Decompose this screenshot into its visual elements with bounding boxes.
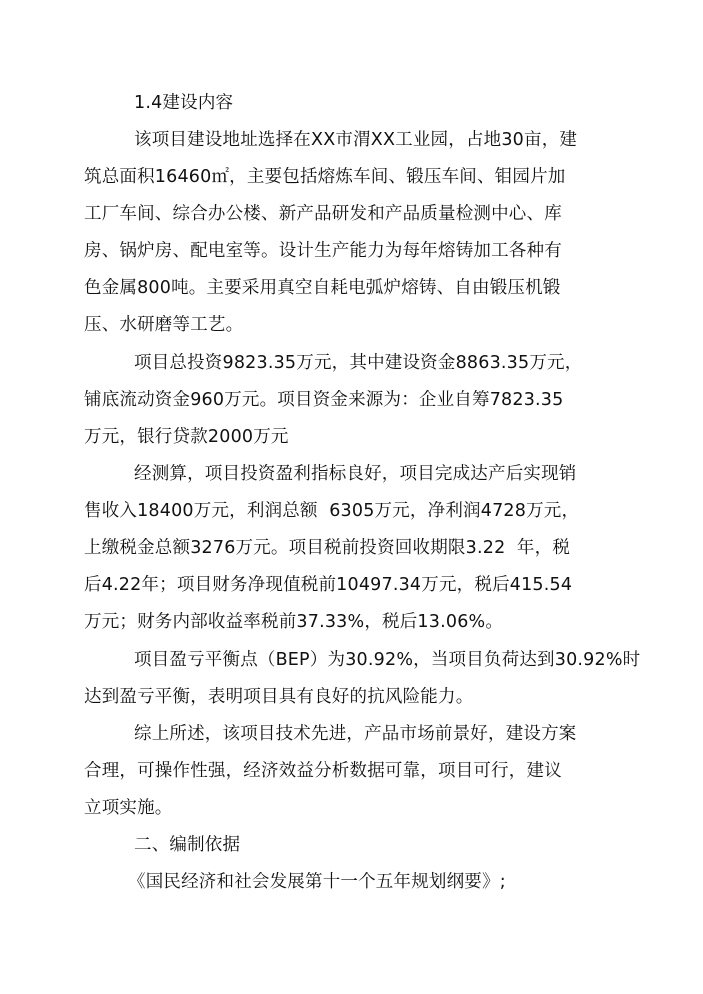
paragraph-financial-line-4: 后4.22年；项目财务净现值税前10497.34万元，税后415.54 xyxy=(84,575,573,595)
paragraph-breakeven-line-1: 项目盈亏平衡点（BEP）为30.92%，当项目负荷达到30.92%时 xyxy=(134,650,641,670)
paragraph-summary-line-3: 立项实施。 xyxy=(84,798,173,818)
paragraph-overview-line-1: 该项目建设地址选择在XX市渭XX工业园，占地30亩，建 xyxy=(134,130,578,150)
reference-item: 《国民经济和社会发展第十一个五年规划纲要》; xyxy=(128,872,506,892)
paragraph-financial-line-5: 万元；财务内部收益率税前37.33%，税后13.06%。 xyxy=(84,612,504,632)
paragraph-financial-line-1: 经测算，项目投资盈利指标良好，项目完成达产后实现销 xyxy=(134,464,577,484)
section-heading-2: 二、编制依据 xyxy=(134,835,241,855)
paragraph-financial-line-2: 售收入18400万元，利润总额 6305万元，净利润4728万元， xyxy=(84,501,580,521)
paragraph-summary-line-1: 综上所述，该项目技术先进，产品市场前景好，建设方案 xyxy=(134,724,577,744)
paragraph-investment-line-1: 项目总投资9823.35万元，其中建设资金8863.35万元， xyxy=(134,353,583,373)
paragraph-summary-line-2: 合理，可操作性强，经济效益分析数据可靠，项目可行，建议 xyxy=(84,761,562,781)
paragraph-financial-line-3: 上缴税金总额3276万元。项目税前投资回收期限3.22 年，税 xyxy=(84,538,571,558)
section-heading-1-4: 1.4建设内容 xyxy=(134,93,234,113)
paragraph-overview-line-2: 筑总面积16460㎡，主要包括熔炼车间、锻压车间、钼园片加 xyxy=(84,167,566,187)
paragraph-breakeven-line-2: 达到盈亏平衡，表明项目具有良好的抗风险能力。 xyxy=(84,687,474,707)
paragraph-overview-line-5: 色金属800吨。主要采用真空自耗电弧炉熔铸、自由锻压机锻 xyxy=(84,278,561,298)
paragraph-overview-line-4: 房、锅炉房、配电室等。设计生产能力为每年熔铸加工各种有 xyxy=(84,241,562,261)
paragraph-overview-line-3: 工厂车间、综合办公楼、新产品研发和产品质量检测中心、库 xyxy=(84,204,562,224)
paragraph-investment-line-2: 铺底流动资金960万元。项目资金来源为：企业自筹7823.35 xyxy=(84,390,564,410)
paragraph-investment-line-3: 万元，银行贷款2000万元 xyxy=(84,427,289,447)
paragraph-overview-line-6: 压、水研磨等工艺。 xyxy=(84,315,244,335)
